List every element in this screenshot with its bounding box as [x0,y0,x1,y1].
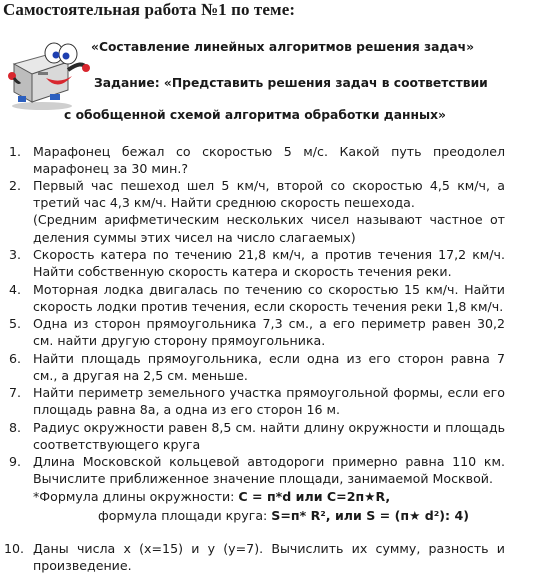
item-text: Марафонец бежал со скоростью 5 м/с. Какой путь преодолел марафонец за 30 мин.? [33,144,505,177]
item-text: Даны числа x (x=15) и y (y=7). Вычислить их сумму, разность и произведение. [33,541,505,574]
item-text: Найти площадь прямоугольника, если одна из его сторон равна 7 см., а другая на 2,5 см. меньше. [33,351,505,384]
item-text: Скорость катера по течению 21,8 км/ч, а против течения 17,2 км/ч. Найти собственную скорость катера и скорость течения реки. [33,247,505,280]
item-number: 8. [9,420,22,435]
item-number: 1. [9,144,22,159]
item-number: 9. [9,454,22,469]
item-number: 4. [9,282,22,297]
item-text [33,177,505,246]
formula-label: формула площади круга: [98,508,272,523]
item-number: 2. [9,178,22,193]
item-text: Одна из сторон прямоугольника 7,3 см., а его периметр равен 30,2 см. найти другую сторону прямоугольника. [33,316,505,349]
topic-heading: «Составление линейных алгоритмов решения задач» [91,40,475,54]
item-text: Длина Московской кольцевой автодороги примерно равна 110 км. Вычислите приближенное значение площади, занимаемой Москвой. [33,454,505,487]
item-number: 10. [4,541,25,556]
item-text: Моторная лодка двигалась по течению со скоростью 15 км/ч. Найти скорость лодки против течения, если скорость течения реки 1,8 км/ч. [33,282,505,315]
item-number: 6. [9,351,22,366]
item-number: 7. [9,385,22,400]
item-number: 3. [9,247,22,262]
task-line-2: с обобщенной схемой алгоритма обработки данных» [64,108,446,122]
item-text: Найти периметр земельного участка прямоугольной формы, если его площадь равна 8а, а одна из его сторон 16 м. [33,385,505,418]
page-title: Самостоятельная работа №1 по теме: [3,0,296,19]
task-line-1: Задание: «Представить решения задач в соответствии [94,76,488,90]
item-note: (Средним арифметическим нескольких чисел называют частное от деления суммы этих чисел на число слагаемых) [33,212,505,245]
formula-value: S=п* R², или S = (п★ d²): 4) [271,508,469,523]
computer-mascot-icon [6,42,92,112]
item-number: 5. [9,316,22,331]
formula-label: *Формула длины окружности: [33,489,239,504]
item-text: Радиус окружности равен 8,5 см. найти длину окружности и площадь соответствующего круга [33,420,505,453]
formula-value: C = п*d или C=2п★R, [238,489,391,504]
formula-circumference [33,488,390,505]
item-main-text: Первый час пешеход шел 5 км/ч, второй со скоростью 4,5 км/ч, а третий час 4,3 км/ч. Найти среднюю скорость пешехода. [33,178,505,211]
formula-area [98,507,469,524]
